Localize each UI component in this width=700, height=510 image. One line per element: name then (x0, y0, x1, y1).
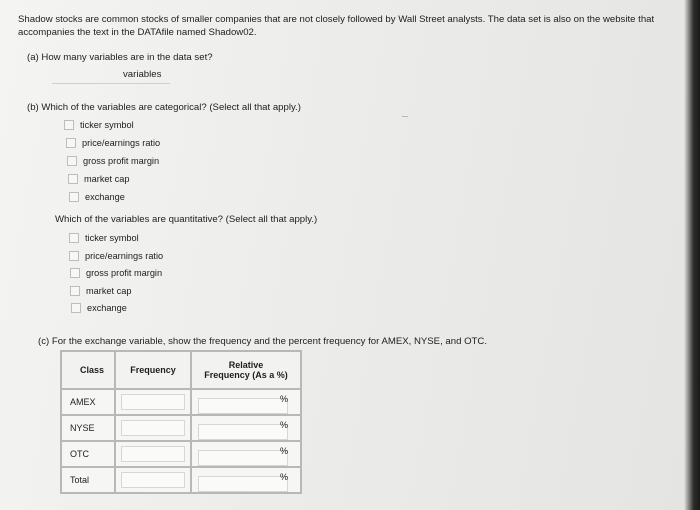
quant-option-ticker-symbol[interactable]: ticker symbol (69, 233, 139, 243)
frequency-input-total[interactable] (121, 472, 185, 488)
relative-frequency-cell (191, 415, 301, 441)
checkbox[interactable] (67, 156, 77, 166)
question-b-categorical: (b) Which of the variables are categorical? (Select all that apply.) (27, 102, 301, 113)
variables-suffix: variables (123, 69, 162, 80)
relative-input-total[interactable] (198, 476, 288, 492)
row-label-nyse: NYSE (61, 415, 115, 441)
cat-option-pe-ratio[interactable]: price/earnings ratio (66, 138, 160, 148)
question-b-quantitative: Which of the variables are quantitative? (Select all that apply.) (55, 214, 318, 225)
question-c: (c) For the exchange variable, show the frequency and the percent frequency for AMEX, NYSE, and OTC. (38, 336, 488, 347)
relative-frequency-cell (191, 389, 301, 415)
checkbox[interactable] (71, 303, 81, 313)
checkbox[interactable] (70, 286, 80, 296)
table-row (61, 441, 301, 467)
relative-frequency-cell (191, 441, 301, 467)
relative-input-otc[interactable] (198, 450, 288, 466)
cat-option-gross-profit-margin[interactable]: gross profit margin (67, 156, 159, 166)
checkbox[interactable] (64, 120, 74, 130)
header-class: Class (61, 351, 115, 389)
cat-option-ticker-symbol[interactable]: ticker symbol (64, 120, 134, 130)
quant-option-gross-profit-margin[interactable]: gross profit margin (70, 268, 162, 278)
frequency-input-otc[interactable] (121, 446, 185, 462)
table-row (61, 467, 301, 493)
percent-sign: % (279, 420, 288, 430)
quant-option-exchange[interactable]: exchange (71, 303, 127, 313)
percent-sign: % (279, 394, 288, 404)
percent-sign: % (279, 472, 288, 482)
relative-input-amex[interactable] (198, 398, 288, 414)
header-frequency: Frequency (115, 351, 191, 389)
relative-frequency-cell (191, 467, 301, 493)
relative-input-nyse[interactable] (198, 424, 288, 440)
frequency-cell (115, 389, 191, 415)
row-label-otc: OTC (61, 441, 115, 467)
percent-sign: % (279, 446, 288, 456)
decorative-mark (402, 116, 408, 117)
table-row (61, 415, 301, 441)
header-relative-frequency: Relative Frequency (As a %) (191, 351, 301, 389)
row-label-amex: AMEX (61, 389, 115, 415)
frequency-input-nyse[interactable] (121, 420, 185, 436)
question-a: (a) How many variables are in the data set? (27, 52, 213, 63)
checkbox[interactable] (69, 233, 79, 243)
screen-edge-shadow (684, 0, 700, 510)
checkbox[interactable] (70, 268, 80, 278)
row-label-total: Total (61, 467, 115, 493)
variables-count-input[interactable] (52, 68, 170, 84)
frequency-table (60, 350, 302, 494)
problem-intro: Shadow stocks are common stocks of smaller companies that are not closely followed by Wall Street analysts. The data set is also on the website that accompanies the text in the DATAfile named Shadow02. (18, 14, 655, 38)
frequency-cell (115, 415, 191, 441)
checkbox[interactable] (66, 138, 76, 148)
checkbox[interactable] (69, 192, 79, 202)
checkbox[interactable] (69, 251, 79, 261)
table-row (61, 389, 301, 415)
quant-option-pe-ratio[interactable]: price/earnings ratio (69, 251, 163, 261)
frequency-cell (115, 467, 191, 493)
checkbox[interactable] (68, 174, 78, 184)
cat-option-exchange[interactable]: exchange (69, 192, 125, 202)
cat-option-market-cap[interactable]: market cap (68, 174, 129, 184)
table-header-row (61, 351, 301, 389)
quant-option-market-cap[interactable]: market cap (70, 286, 131, 296)
frequency-cell (115, 441, 191, 467)
frequency-input-amex[interactable] (121, 394, 185, 410)
